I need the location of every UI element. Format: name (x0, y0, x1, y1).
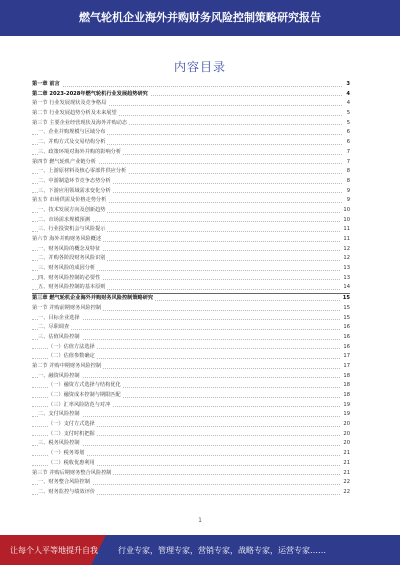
toc-entry[interactable] (32, 323, 350, 333)
toc-entry-page: 16 (341, 343, 350, 353)
toc-entry[interactable] (32, 333, 350, 343)
toc-entry[interactable] (32, 216, 350, 226)
toc-entry-page: 16 (341, 323, 350, 333)
toc-entry-page: 22 (341, 478, 350, 488)
toc-entry-label: （二）估值参数确定 (48, 353, 95, 360)
toc-entry[interactable] (32, 488, 350, 498)
toc-entry[interactable] (32, 469, 350, 479)
footer-banner (0, 535, 400, 565)
toc-entry[interactable] (32, 478, 350, 488)
toc-entry[interactable] (32, 420, 350, 430)
toc-entry-label: （三）汇率风险防范与对冲 (48, 401, 111, 408)
toc-entry[interactable] (32, 439, 350, 449)
toc-leader-dots (32, 86, 342, 87)
toc-entry-page: 17 (341, 352, 350, 362)
toc-entry[interactable] (32, 138, 350, 148)
toc-entry-label: 三、下游应用领域需求变化分析 (38, 187, 111, 194)
toc-entry[interactable] (32, 206, 350, 216)
toc-leader-dots (32, 329, 342, 330)
report-title: 燃气轮机企业海外并购财务风险控制策略研究报告 (79, 11, 321, 24)
toc-entry-page: 21 (341, 449, 350, 459)
toc-entry-label: 第一章 前言 (32, 81, 60, 87)
toc-entry-page: 18 (341, 372, 350, 382)
toc-entry-label: （一）支付方式选择 (48, 421, 95, 428)
toc-entry[interactable] (32, 109, 350, 119)
toc-entry-page: 8 (345, 177, 350, 187)
toc-entry[interactable] (32, 254, 350, 264)
toc-entry-page: 11 (341, 225, 350, 235)
toc-entry[interactable] (32, 381, 350, 391)
toc-entry-page: 18 (341, 381, 350, 391)
toc-entry[interactable] (32, 158, 350, 168)
toc-entry-label: （一）税务筹划 (48, 450, 85, 457)
toc-entry[interactable] (32, 294, 350, 304)
toc-entry-page: 9 (345, 196, 350, 206)
toc-entry-label: 一、技术发展方向及创新趋势 (38, 206, 106, 213)
toc-entry-label: 五、财务风险控制的基本原则 (38, 284, 106, 291)
toc-entry[interactable] (32, 372, 350, 382)
toc-entry[interactable] (32, 304, 350, 314)
toc-entry[interactable] (32, 245, 350, 255)
toc-entry-page: 5 (345, 109, 350, 119)
toc-entry-page: 19 (341, 410, 350, 420)
toc-heading: 内容目录 (173, 60, 226, 74)
toc-entry-page: 4 (345, 99, 350, 109)
toc-entry-label: 第五节 市场供需及价格走势分析 (32, 197, 107, 204)
footer-text: 行业专家，管理专家，营销专家，战略专家，运营专家…… (118, 546, 326, 555)
toc-entry[interactable] (32, 264, 350, 274)
toc-entry-page: 10 (341, 206, 350, 216)
toc-entry[interactable] (32, 196, 350, 206)
toc-entry-page: 20 (341, 420, 350, 430)
toc-entry-label: 第二节 行业发展趋势分析及未来展望 (32, 110, 117, 117)
toc-entry-label: 一、财务整合风险控制 (38, 479, 90, 486)
toc-entry-label: 二、并购方式及交易结构分析 (38, 139, 106, 146)
toc-entry-page: 9 (345, 187, 350, 197)
toc-entry[interactable] (32, 343, 350, 353)
toc-entry-label: 第三节 主要企业经营现状及海外并购动态 (32, 119, 128, 126)
toc-entry-label: 第四节 燃气轮机产业链分析 (32, 158, 96, 165)
toc-entry-label: 第二节 并购中期财务风险控制 (32, 362, 102, 369)
toc-entry[interactable] (32, 391, 350, 401)
toc-entry-page: 6 (345, 128, 350, 138)
toc-entry-label: （二）融资成本控制与期限匹配 (48, 392, 121, 398)
toc-entry-label: 一、财务风险的概念及特征 (38, 245, 101, 252)
toc-entry-label: 第三节 并购后期财务整合风险控制 (32, 469, 112, 476)
toc-entry-page: 22 (341, 488, 350, 498)
toc-entry-label: 二、并购各阶段财务风险识别 (38, 255, 106, 262)
toc-entry[interactable] (32, 274, 350, 284)
toc-entry[interactable] (32, 430, 350, 440)
toc-entry-page: 4 (344, 90, 350, 100)
toc-entry[interactable] (32, 90, 350, 100)
toc-entry[interactable] (32, 80, 350, 90)
toc-entry-label: （二）支付时机把握 (48, 430, 95, 437)
toc-entry[interactable] (32, 235, 350, 245)
toc-entry[interactable] (32, 314, 350, 324)
toc-entry-page: 3 (344, 80, 350, 90)
toc-entry-page: 10 (341, 216, 350, 226)
toc-entry-label: 三、税务风险控制 (38, 440, 80, 447)
page-number: 1 (198, 517, 202, 524)
toc-entry-label: 四、财务风险控制的必要性 (38, 274, 101, 281)
toc-entry-label: 一、目标企业选择 (38, 314, 80, 321)
toc-entry-page: 16 (341, 333, 350, 343)
toc-entry-label: 二、市场需求规模预测 (38, 216, 90, 223)
toc-entry-label: 三、财务风险的成因分析 (38, 265, 96, 272)
toc-entry[interactable] (32, 352, 350, 362)
toc-entry[interactable] (32, 177, 350, 187)
toc-entry[interactable] (32, 459, 350, 469)
toc-entry-page: 8 (345, 167, 350, 177)
toc-entry-page: 14 (341, 283, 350, 293)
toc-entry-label: （一）估值方法选择 (48, 343, 95, 350)
toc-entry-page: 15 (341, 314, 350, 324)
toc-entry[interactable] (32, 119, 350, 129)
toc-entry-label: 二、中游制造环节竞争态势分析 (38, 177, 111, 184)
toc-entry-page: 6 (345, 138, 350, 148)
toc-entry-label: 第三章 燃气轮机企业海外并购财务风险控制策略研究 (32, 295, 154, 302)
toc-entry-page: 21 (341, 469, 350, 479)
toc-entry[interactable] (32, 283, 350, 294)
toc-entry-label: 一、融资风险控制 (38, 372, 80, 379)
toc-entry-label: 三、估值风险控制 (38, 333, 80, 340)
toc-entry[interactable] (32, 167, 350, 177)
toc-entry[interactable] (32, 225, 350, 235)
toc-entry-page: 15 (341, 294, 350, 304)
toc-entry-page: 12 (341, 254, 350, 264)
toc-entry-label: 二、财务监控与绩效评价 (38, 488, 96, 495)
report-header (0, 0, 400, 36)
toc-entry-page: 7 (345, 148, 350, 158)
toc-entry-label: 一、企业并购规模与区域分布 (38, 129, 106, 136)
toc-entry-label: 三、政策环境对海外并购的影响分析 (38, 148, 122, 155)
footer-slogan: 让每个人平等地提升自我 (10, 546, 98, 555)
toc-entry-page: 19 (341, 401, 350, 411)
toc-entry[interactable] (32, 410, 350, 420)
toc-entry-page: 18 (341, 391, 350, 401)
toc-entry-label: 三、行业投资机会与风险提示 (38, 226, 106, 233)
toc-entry[interactable] (32, 128, 350, 138)
toc-entry-label: 第二章 2023-2028年燃气轮机行业发展趋势研究 (32, 90, 148, 97)
toc-entry[interactable] (32, 187, 350, 197)
toc-entry-label: （一）融资方式选择与结构优化 (48, 382, 121, 389)
toc-entry-label: 第一节 行业发展现状及竞争格局 (32, 100, 107, 107)
toc-entry-label: 二、支付风险控制 (38, 411, 80, 418)
toc-entry-page: 11 (341, 235, 350, 245)
toc-entry[interactable] (32, 449, 350, 459)
toc-entry-label: 一、上游原材料及核心零部件供应分析 (38, 168, 127, 175)
toc-entry-page: 17 (341, 362, 350, 372)
toc-entry-page: 20 (341, 430, 350, 440)
toc-entry-page: 13 (341, 274, 350, 284)
toc-entry-label: 第六节 海外并购财务风险概述 (32, 236, 102, 242)
toc-entry-page: 12 (341, 245, 350, 255)
toc-entry[interactable] (32, 401, 350, 411)
toc-entry[interactable] (32, 362, 350, 372)
table-of-contents (32, 80, 350, 498)
toc-entry-page: 20 (341, 439, 350, 449)
toc-entry-label: （二）税收优惠利用 (48, 459, 95, 466)
toc-entry-label: 第一节 并购前期财务风险控制 (32, 304, 102, 311)
toc-entry-page: 13 (341, 264, 350, 274)
toc-entry[interactable] (32, 99, 350, 109)
toc-entry-page: 15 (341, 304, 350, 314)
toc-entry-label: 二、尽职调查 (38, 324, 70, 331)
toc-entry-page: 21 (341, 459, 350, 469)
toc-entry-page: 7 (345, 158, 350, 168)
toc-entry[interactable] (32, 148, 350, 158)
toc-entry-page: 5 (345, 119, 350, 129)
